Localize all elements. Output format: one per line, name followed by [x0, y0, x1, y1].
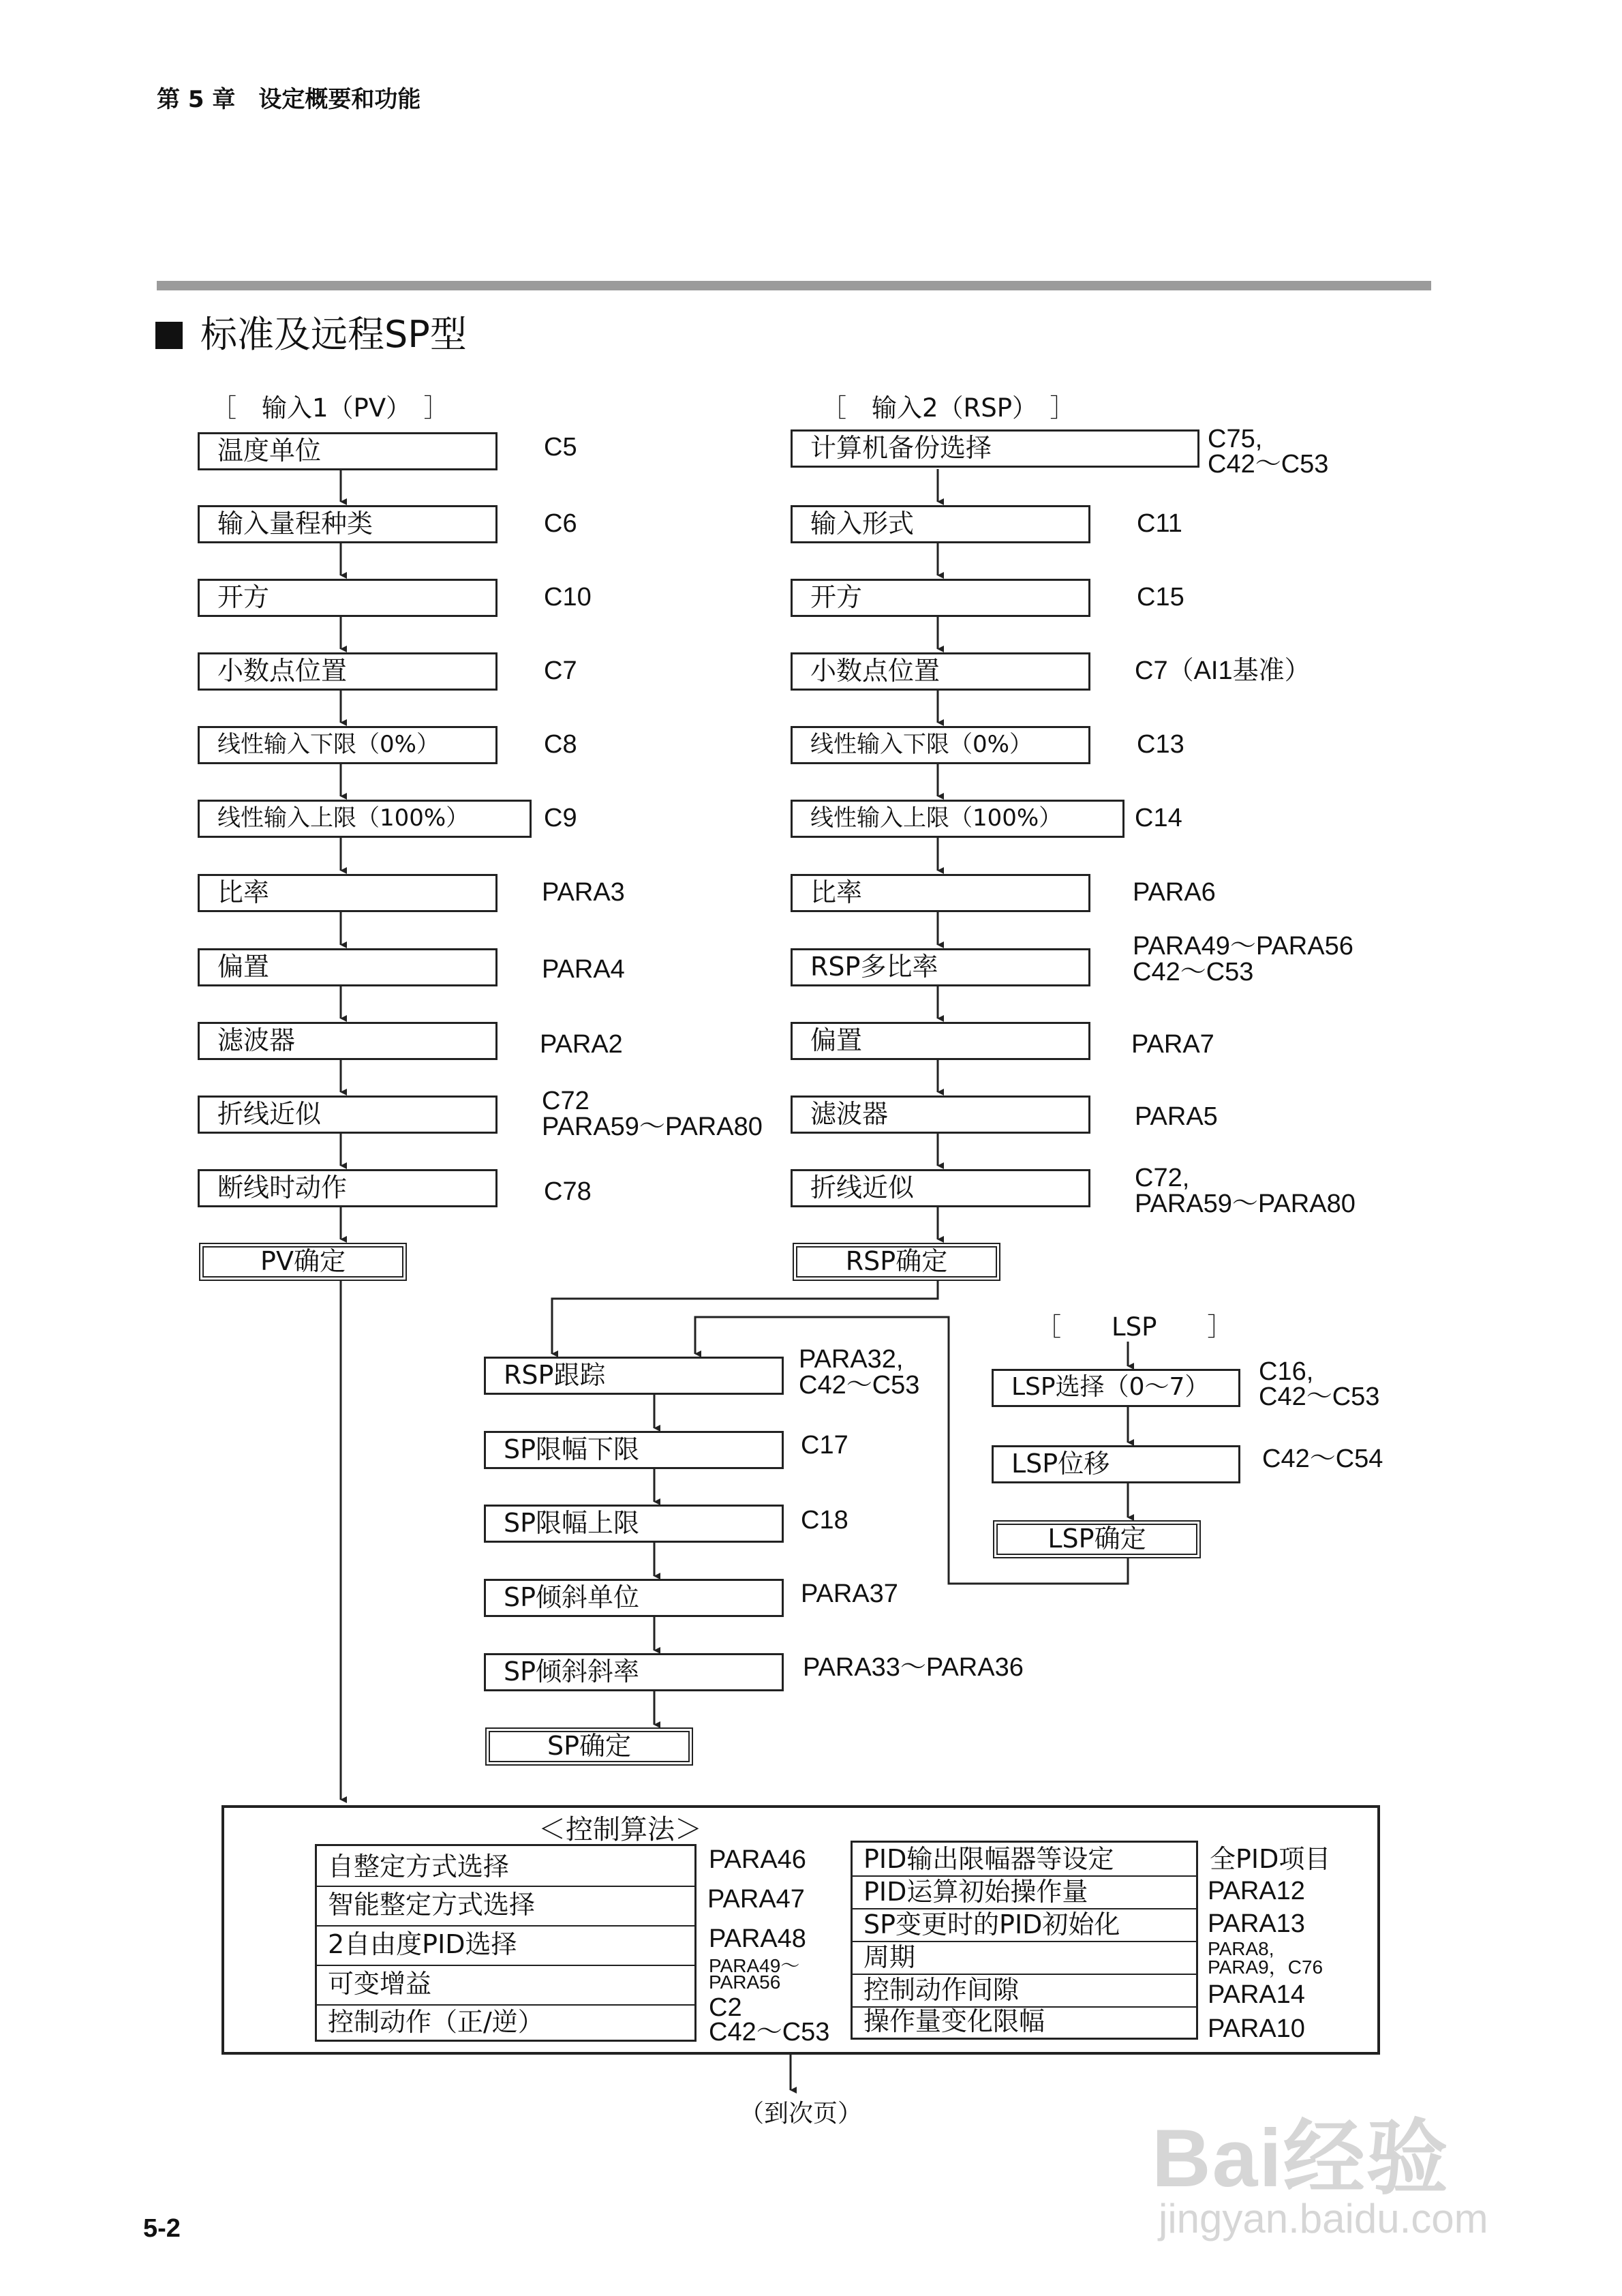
control-left-row: 智能整定方式选择 — [317, 1886, 694, 1927]
section-title-text: 标准及远程SP型 — [200, 313, 467, 356]
lsp-step-code: C16, — [1259, 1357, 1314, 1386]
control-left-code-2: PARA56 — [709, 1972, 781, 1993]
sp-confirm: SP确定 — [485, 1727, 693, 1766]
rsp-step-code: C7（AI1基准） — [1135, 656, 1311, 685]
rsp-step-linear-high: 线性输入上限（100%） — [791, 800, 1124, 838]
pv-step-burnout: 断线时动作 — [198, 1169, 498, 1207]
sp-step-code: PARA32, — [799, 1345, 904, 1374]
pv-step-code: C5 — [544, 433, 577, 462]
rsp-step-bias: 偏置 — [791, 1022, 1090, 1060]
next-page-note: （到次页） — [739, 2100, 863, 2128]
rsp-step-ratio: 比率 — [791, 874, 1090, 912]
rsp-step-code: PARA49～PARA56 — [1133, 932, 1353, 961]
control-right-table — [851, 1841, 1198, 2040]
pv-step-linear-high: 线性输入上限（100%） — [198, 800, 532, 838]
pv-step-code: C7 — [544, 656, 577, 685]
pv-step-code: C6 — [544, 509, 577, 538]
control-right-code: PARA13 — [1208, 1909, 1305, 1938]
pv-group-label: ［ 输入1（PV） ］ — [211, 393, 449, 423]
sp-step-code: C18 — [801, 1506, 848, 1535]
pv-step-linear-low: 线性输入下限（0%） — [198, 726, 498, 764]
sp-step-rsp-tracking: RSP跟踪 — [484, 1357, 784, 1395]
pv-step-sqrt: 开方 — [198, 579, 498, 617]
sp-step-code: PARA37 — [801, 1580, 898, 1608]
pv-step-temp-unit: 温度单位 — [198, 432, 498, 470]
rsp-step-code: PARA6 — [1133, 878, 1216, 907]
pv-step-filter: 滤波器 — [198, 1022, 498, 1060]
control-right-code: 全PID项目 — [1210, 1844, 1331, 1874]
pv-step-input-range: 输入量程种类 — [198, 505, 498, 543]
rsp-step-code: PARA7 — [1131, 1030, 1214, 1059]
rsp-step-code-2: C42～C53 — [1133, 958, 1254, 986]
rsp-step-code: C15 — [1137, 583, 1184, 611]
control-right-code-2: PARA9，C76 — [1208, 1957, 1323, 1978]
control-right-row: PID运算初始操作量 — [853, 1875, 1196, 1909]
baidu-watermark-url: jingyan.baidu.com — [1159, 2196, 1488, 2241]
pv-step-code: C78 — [544, 1177, 592, 1206]
sp-step-code: PARA33～PARA36 — [803, 1653, 1024, 1682]
rsp-step-code: C11 — [1137, 509, 1182, 538]
control-left-code: PARA47 — [707, 1885, 805, 1914]
control-right-row: 周期 — [853, 1941, 1196, 1975]
lsp-step-select: LSP选择（0～7） — [992, 1369, 1240, 1407]
rsp-step-decimal: 小数点位置 — [791, 652, 1090, 691]
rsp-step-code: C13 — [1137, 730, 1184, 759]
sp-step-code: C17 — [801, 1431, 848, 1460]
control-left-code: PARA46 — [709, 1845, 806, 1874]
control-algorithm-title: ＜控制算法＞ — [538, 1814, 702, 1845]
pv-step-polyline: 折线近似 — [198, 1096, 498, 1134]
rsp-step-multi-ratio: RSP多比率 — [791, 948, 1090, 986]
control-left-code: C2 — [709, 1993, 742, 2022]
rsp-step-code-2: PARA59～PARA80 — [1135, 1190, 1356, 1218]
pv-step-code-2: PARA59～PARA80 — [542, 1113, 763, 1141]
control-left-table — [315, 1844, 697, 2042]
pv-step-code: C8 — [544, 730, 577, 759]
pv-step-code: PARA4 — [542, 955, 625, 984]
control-right-code: PARA10 — [1208, 2014, 1305, 2043]
rsp-step-polyline: 折线近似 — [791, 1169, 1090, 1207]
lsp-step-shift: LSP位移 — [992, 1445, 1240, 1483]
pv-step-code: PARA3 — [542, 878, 625, 907]
rsp-group-label: ［ 输入2（RSP） ］ — [821, 393, 1075, 423]
control-right-row: PID输出限幅器等设定 — [853, 1843, 1196, 1877]
rsp-confirm: RSP确定 — [793, 1243, 1000, 1281]
rsp-step-filter: 滤波器 — [791, 1096, 1090, 1134]
rsp-step-code: C75, — [1208, 425, 1263, 453]
rsp-step-code: PARA5 — [1135, 1102, 1218, 1131]
lsp-step-code-2: C42～C53 — [1259, 1383, 1380, 1411]
rsp-step-code-2: C42～C53 — [1208, 450, 1329, 479]
lsp-confirm: LSP确定 — [993, 1520, 1201, 1558]
pv-step-code: C9 — [544, 804, 577, 832]
sp-step-ramp-unit: SP倾斜单位 — [484, 1579, 784, 1617]
control-right-row: 控制动作间隙 — [853, 1974, 1196, 2008]
chapter-header: 第 5 章 设定概要和功能 — [157, 86, 421, 113]
rsp-step-input-type: 输入形式 — [791, 505, 1090, 543]
control-left-code: PARA49～ — [709, 1955, 800, 1976]
control-left-row: 控制动作（正/逆） — [328, 2007, 544, 2037]
control-left-code-2: C42～C53 — [709, 2018, 830, 2046]
sp-step-ramp-rate: SP倾斜斜率 — [484, 1653, 784, 1691]
sp-step-code-2: C42～C53 — [799, 1371, 920, 1400]
pv-step-code: C72 — [542, 1087, 590, 1115]
lsp-group-label: ［ LSP ］ — [1036, 1312, 1233, 1342]
control-left-row: 可变增益 — [317, 1965, 694, 2006]
control-right-row: 操作量变化限幅 — [863, 2006, 1045, 2036]
control-right-code: PARA14 — [1208, 1980, 1305, 2009]
pv-confirm: PV确定 — [199, 1243, 407, 1281]
page-number: 5-2 — [143, 2214, 181, 2243]
rsp-step-code: C72, — [1135, 1164, 1190, 1192]
pv-step-decimal: 小数点位置 — [198, 652, 498, 691]
control-left-row: 自整定方式选择 — [317, 1846, 694, 1887]
control-right-row: SP变更时的PID初始化 — [853, 1908, 1196, 1942]
rsp-step-code: C14 — [1135, 804, 1182, 832]
control-left-code: PARA48 — [709, 1924, 806, 1953]
control-right-code: PARA12 — [1208, 1877, 1305, 1905]
lsp-step-code: C42～C54 — [1262, 1445, 1383, 1473]
baidu-watermark-logo: Bai经验 — [1152, 2113, 1450, 2204]
sp-step-limit-low: SP限幅下限 — [484, 1431, 784, 1469]
control-left-row: 2自由度PID选择 — [317, 1925, 694, 1966]
sp-step-limit-high: SP限幅上限 — [484, 1505, 784, 1543]
pv-step-code: PARA2 — [540, 1030, 623, 1059]
pv-step-code: C10 — [544, 583, 592, 611]
rsp-step-linear-low: 线性输入下限（0%） — [791, 726, 1090, 764]
pv-step-ratio: 比率 — [198, 874, 498, 912]
rsp-step-backup: 计算机备份选择 — [791, 429, 1199, 468]
pv-step-bias: 偏置 — [198, 948, 498, 986]
rsp-step-sqrt: 开方 — [791, 579, 1090, 617]
control-right-code: PARA8, — [1208, 1938, 1274, 1959]
